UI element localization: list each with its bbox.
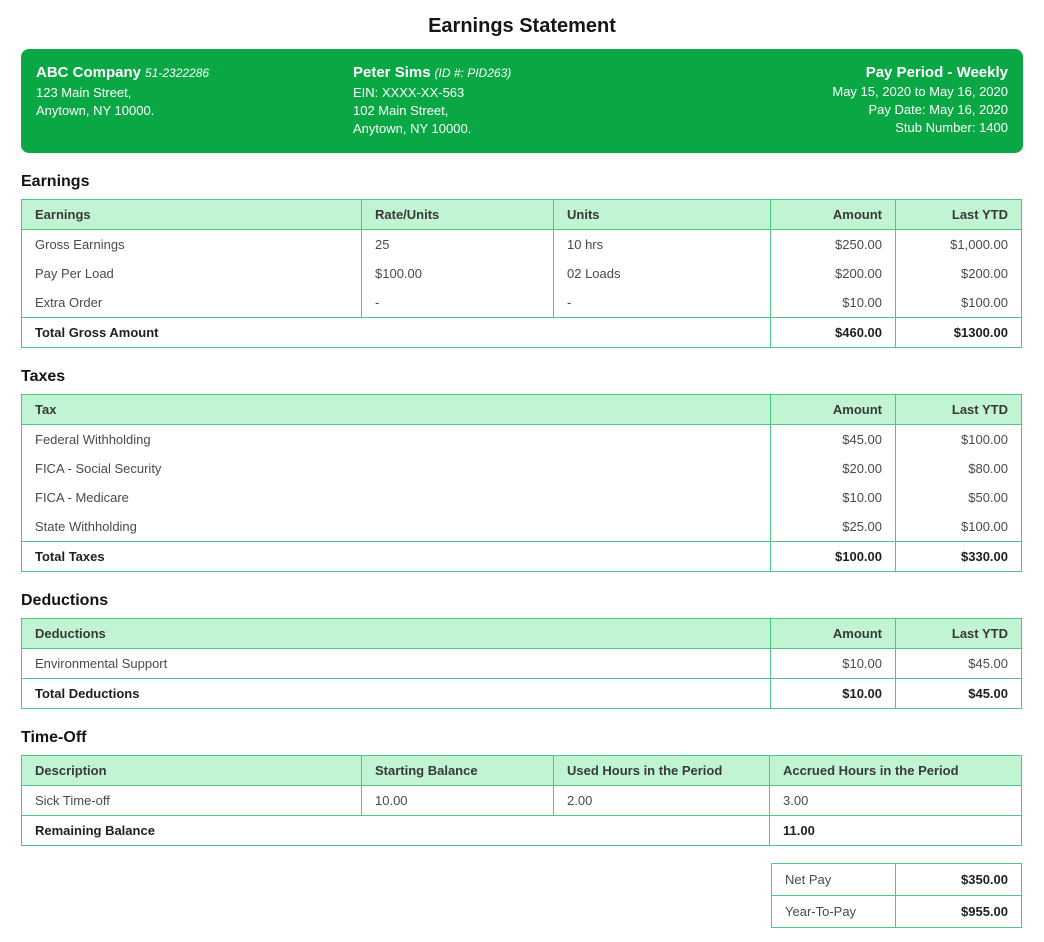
amount-cell: $45.00 [771, 425, 896, 455]
net-pay-summary-table [771, 863, 1022, 928]
company-name: ABC Company [36, 64, 142, 81]
deductions-section-heading: Deductions [21, 592, 109, 609]
deductions-total-amount: $10.00 [771, 679, 896, 709]
rate-units-cell: - [362, 288, 554, 318]
earnings-table [21, 199, 1022, 348]
last-ytd-cell: $100.00 [896, 512, 1022, 542]
year-to-pay-row [772, 896, 1022, 928]
employee-name: Peter Sims [353, 64, 431, 81]
accrued-hours-cell: 3.00 [770, 786, 1022, 816]
deductions-col-amount: Amount [771, 619, 896, 649]
taxes-total-amount: $100.00 [771, 542, 896, 572]
net-pay-label: Net Pay [772, 864, 896, 896]
company-name-line [36, 62, 353, 84]
earnings-section-heading: Earnings [21, 173, 90, 190]
timeoff-section-heading: Time-Off [21, 729, 87, 746]
taxes-section-heading: Taxes [21, 368, 66, 385]
net-pay-value: $350.00 [896, 864, 1022, 896]
tax-row [22, 454, 1022, 483]
timeoff-col-used-hours: Used Hours in the Period [554, 756, 770, 786]
taxes-total-row [22, 542, 1022, 572]
earnings-col-rate-units: Rate/Units [362, 200, 554, 230]
last-ytd-cell: $50.00 [896, 483, 1022, 512]
units-cell: - [554, 288, 771, 318]
year-to-pay-value: $955.00 [896, 896, 1022, 928]
statement-header-band [21, 49, 1023, 153]
pay-period-info [832, 62, 1008, 138]
timeoff-description-cell: Sick Time-off [22, 786, 362, 816]
units-cell: 02 Loads [554, 259, 771, 288]
employee-info [353, 62, 832, 138]
amount-cell: $200.00 [771, 259, 896, 288]
earnings-col-earnings: Earnings [22, 200, 362, 230]
earnings-name-cell: Pay Per Load [22, 259, 362, 288]
earnings-total-label: Total Gross Amount [22, 318, 771, 348]
earnings-name-cell: Extra Order [22, 288, 362, 318]
taxes-col-tax: Tax [22, 395, 771, 425]
timeoff-header-row [22, 756, 1022, 786]
tax-name-cell: State Withholding [22, 512, 771, 542]
deductions-col-last-ytd: Last YTD [896, 619, 1022, 649]
employee-address-line1: 102 Main Street, [353, 103, 449, 118]
deductions-total-ytd: $45.00 [896, 679, 1022, 709]
earnings-row [22, 259, 1022, 288]
taxes-col-amount: Amount [771, 395, 896, 425]
last-ytd-cell: $200.00 [896, 259, 1022, 288]
deductions-header-row [22, 619, 1022, 649]
pay-period-range: May 15, 2020 to May 16, 2020 [832, 84, 1008, 99]
timeoff-col-accrued-hours: Accrued Hours in the Period [770, 756, 1022, 786]
stub-number: Stub Number: 1400 [895, 120, 1008, 135]
earnings-total-row [22, 318, 1022, 348]
taxes-total-label: Total Taxes [22, 542, 771, 572]
earnings-row [22, 230, 1022, 260]
earnings-col-last-ytd: Last YTD [896, 200, 1022, 230]
amount-cell: $20.00 [771, 454, 896, 483]
deduction-row [22, 649, 1022, 679]
timeoff-row [22, 786, 1022, 816]
earnings-col-units: Units [554, 200, 771, 230]
tax-name-cell: FICA - Social Security [22, 454, 771, 483]
company-reg-number: 51-2322286 [145, 66, 210, 80]
rate-units-cell: $100.00 [362, 259, 554, 288]
earnings-statement-page [0, 15, 1044, 942]
employee-name-line [353, 62, 832, 84]
used-hours-cell: 2.00 [554, 786, 770, 816]
timeoff-table [21, 755, 1022, 846]
taxes-col-last-ytd: Last YTD [896, 395, 1022, 425]
earnings-name-cell: Gross Earnings [22, 230, 362, 260]
page-title: Earnings Statement [428, 15, 616, 37]
tax-name-cell: FICA - Medicare [22, 483, 771, 512]
company-address-line1: 123 Main Street, [36, 85, 132, 100]
deduction-name-cell: Environmental Support [22, 649, 771, 679]
last-ytd-cell: $80.00 [896, 454, 1022, 483]
company-info [36, 62, 353, 138]
remaining-balance-label: Remaining Balance [22, 816, 770, 846]
employee-ein: EIN: XXXX-XX-563 [353, 85, 465, 100]
pay-date: Pay Date: May 16, 2020 [868, 102, 1008, 117]
employee-id: (ID #: PID263) [434, 66, 512, 80]
last-ytd-cell: $1,000.00 [896, 230, 1022, 260]
last-ytd-cell: $45.00 [896, 649, 1022, 679]
timeoff-total-row [22, 816, 1022, 846]
units-cell: 10 hrs [554, 230, 771, 260]
tax-row [22, 483, 1022, 512]
taxes-table [21, 394, 1022, 572]
tax-row [22, 512, 1022, 542]
timeoff-col-starting-balance: Starting Balance [362, 756, 554, 786]
tax-row [22, 425, 1022, 455]
remaining-balance-value: 11.00 [770, 816, 1022, 846]
amount-cell: $10.00 [771, 483, 896, 512]
company-address-line2: Anytown, NY 10000. [36, 103, 155, 118]
taxes-total-ytd: $330.00 [896, 542, 1022, 572]
earnings-col-amount: Amount [771, 200, 896, 230]
earnings-total-amount: $460.00 [771, 318, 896, 348]
deductions-col-deductions: Deductions [22, 619, 771, 649]
year-to-pay-label: Year-To-Pay [772, 896, 896, 928]
amount-cell: $250.00 [771, 230, 896, 260]
timeoff-col-description: Description [22, 756, 362, 786]
starting-balance-cell: 10.00 [362, 786, 554, 816]
earnings-total-ytd: $1300.00 [896, 318, 1022, 348]
last-ytd-cell: $100.00 [896, 425, 1022, 455]
earnings-row [22, 288, 1022, 318]
amount-cell: $10.00 [771, 288, 896, 318]
amount-cell: $10.00 [771, 649, 896, 679]
last-ytd-cell: $100.00 [896, 288, 1022, 318]
deductions-table [21, 618, 1022, 709]
taxes-header-row [22, 395, 1022, 425]
deductions-total-row [22, 679, 1022, 709]
tax-name-cell: Federal Withholding [22, 425, 771, 455]
net-pay-row [772, 864, 1022, 896]
pay-period-title: Pay Period - Weekly [865, 64, 1008, 81]
deductions-total-label: Total Deductions [22, 679, 771, 709]
rate-units-cell: 25 [362, 230, 554, 260]
amount-cell: $25.00 [771, 512, 896, 542]
earnings-header-row [22, 200, 1022, 230]
employee-address-line2: Anytown, NY 10000. [353, 121, 472, 136]
